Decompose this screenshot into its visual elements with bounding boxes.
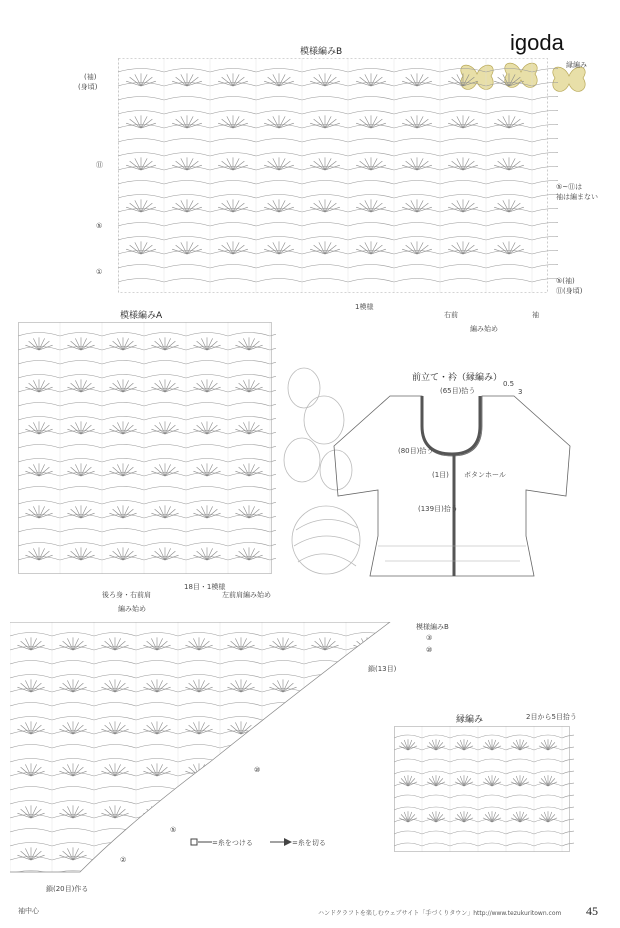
legend-cut-icon [270, 838, 292, 846]
chart-b-row-1: ① [96, 268, 103, 276]
chart-a-label-left: 左前肩編み始め [222, 591, 271, 599]
garment-label-1: (1目) [432, 471, 449, 479]
chart-b-edging-label: 縁編み [566, 61, 587, 69]
legend-attach-label: =糸をつける [212, 839, 253, 847]
chart-b-row-5: ⑤ [96, 222, 103, 230]
chart-b-label-body: (身頃) [78, 83, 98, 91]
garment-label-3: 3 [518, 388, 523, 396]
chart-c-label-10b: ⑩ [254, 766, 261, 774]
garment-label-80: (80目)拾う [398, 447, 434, 455]
footer-text: ハンドクラフトを楽しむウェブサイト「手づくりタウン」http://www.tezukuritown.com [318, 910, 562, 917]
chart-b-note-4: ⑪(身頃) [556, 287, 583, 295]
edging-note: 2目から5目拾う [526, 713, 577, 721]
edging-diagram [394, 726, 574, 856]
chart-a-label-start: 編み始め [118, 605, 146, 613]
chart-a-label-repeat: 18目・1模様 [184, 583, 226, 591]
chart-a-label-back: 後ろ身・右前肩 [102, 591, 151, 599]
legend-attach-icon [190, 838, 212, 846]
garment-label-buttonhole: ボタンホール [464, 471, 506, 479]
chart-c-label-5: ⑤ [170, 826, 177, 834]
chart-b-start: 編み始め [470, 325, 498, 333]
chart-b-title: 模様編みB [300, 47, 343, 57]
chart-b-label-sleeve: (袖) [84, 73, 97, 81]
chart-a-title: 模様編みA [120, 311, 163, 321]
cardigan-schematic [330, 386, 580, 586]
chart-c-label-10a: ⑩ [426, 646, 433, 654]
chart-c-label-chain13: 鎖(13目) [368, 665, 397, 673]
garment-label-65: (65目)拾う [440, 387, 476, 395]
edging-title: 縁編み [456, 715, 484, 725]
chart-b-note-3: ⑤(袖) [556, 277, 575, 285]
garment-label-05: 0.5 [503, 380, 515, 388]
chart-c-label-3: ③ [426, 634, 433, 642]
garment-title: 前立て・衿（縁編み） [412, 373, 503, 383]
chart-c-label-chain20: 鎖(20目)作る [46, 885, 89, 893]
chart-b-row-11: ⑪ [96, 161, 103, 169]
chart-b-sleeve: 袖 [532, 311, 539, 319]
chart-b-diagram [118, 58, 558, 298]
chart-b-note-1: ⑤~⑪は [556, 183, 583, 191]
chart-b-repeat-label: 1模様 [355, 303, 374, 311]
page-number: 45 [586, 904, 598, 918]
chart-c-label-2: ② [120, 856, 127, 864]
garment-label-139: (139目)拾う [418, 505, 458, 513]
watermark-text: igoda [510, 30, 564, 55]
chart-b-note-2: 袖は編まない [556, 193, 598, 201]
chart-c-label-center: 袖中心 [18, 907, 39, 915]
chart-b-right-front: 右前 [444, 311, 458, 319]
chart-c-label-b: 模様編みB [416, 623, 449, 631]
legend-cut-label: =糸を切る [292, 839, 326, 847]
chart-a-diagram [18, 322, 276, 578]
